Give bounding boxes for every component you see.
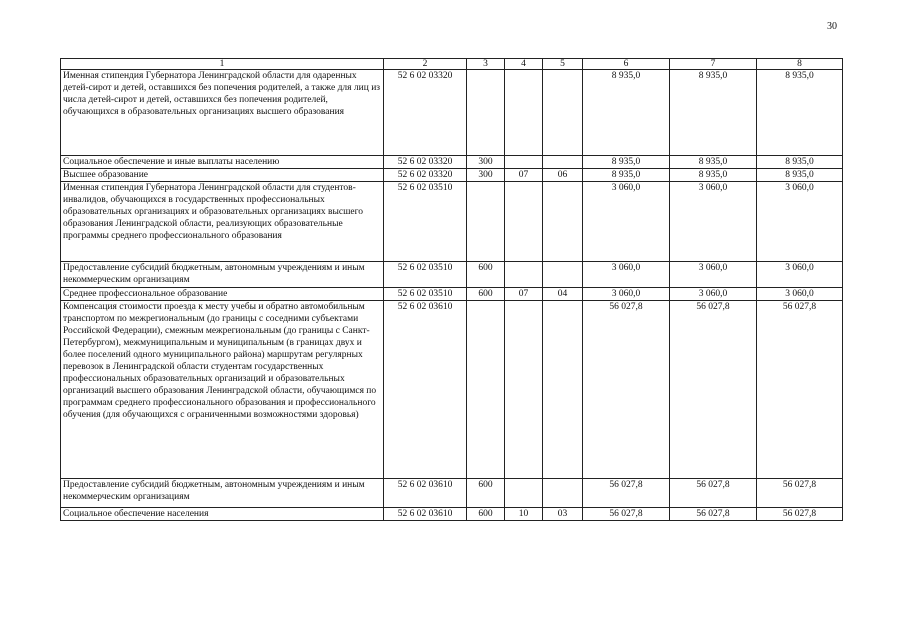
row-year-1: 3 060,0 [583, 262, 670, 288]
row-year-3: 56 027,8 [757, 479, 843, 508]
table-row [61, 508, 843, 521]
row-pr: 06 [543, 169, 583, 182]
row-year-1: 8 935,0 [583, 70, 670, 156]
header-col-5: 5 [543, 59, 583, 70]
row-year-3: 3 060,0 [757, 288, 843, 301]
row-vr: 600 [467, 479, 505, 508]
row-year-2: 3 060,0 [670, 262, 757, 288]
row-rz [505, 301, 543, 479]
row-year-2: 8 935,0 [670, 169, 757, 182]
row-year-3: 56 027,8 [757, 301, 843, 479]
row-pr: 04 [543, 288, 583, 301]
row-name: Социальное обеспечение населения [61, 508, 384, 521]
row-year-3: 3 060,0 [757, 262, 843, 288]
header-col-6: 6 [583, 59, 670, 70]
row-code: 52 6 02 03510 [384, 262, 467, 288]
row-name: Социальное обеспечение и иные выплаты населению [61, 156, 384, 169]
row-vr [467, 301, 505, 479]
table-row [61, 169, 843, 182]
row-rz: 07 [505, 169, 543, 182]
header-col-1: 1 [61, 59, 384, 70]
row-code: 52 6 02 03610 [384, 301, 467, 479]
row-year-2: 56 027,8 [670, 508, 757, 521]
row-year-3: 8 935,0 [757, 156, 843, 169]
row-year-2: 8 935,0 [670, 156, 757, 169]
header-col-7: 7 [670, 59, 757, 70]
row-year-3: 8 935,0 [757, 70, 843, 156]
row-rz [505, 182, 543, 262]
row-vr: 600 [467, 262, 505, 288]
row-year-2: 3 060,0 [670, 182, 757, 262]
header-col-4: 4 [505, 59, 543, 70]
row-year-3: 3 060,0 [757, 182, 843, 262]
table-row [61, 70, 843, 156]
table-row [61, 479, 843, 508]
table-row [61, 156, 843, 169]
row-year-2: 3 060,0 [670, 288, 757, 301]
row-pr [543, 301, 583, 479]
header-col-2: 2 [384, 59, 467, 70]
row-pr: 03 [543, 508, 583, 521]
row-rz [505, 479, 543, 508]
row-year-2: 8 935,0 [670, 70, 757, 156]
table-row [61, 301, 843, 479]
row-year-2: 56 027,8 [670, 301, 757, 479]
row-pr [543, 262, 583, 288]
row-pr [543, 479, 583, 508]
row-name: Высшее образование [61, 169, 384, 182]
row-year-1: 56 027,8 [583, 508, 670, 521]
page-number: 30 [827, 21, 837, 32]
header-col-8: 8 [757, 59, 843, 70]
row-pr [543, 70, 583, 156]
table-row [61, 182, 843, 262]
row-vr: 600 [467, 508, 505, 521]
row-rz [505, 70, 543, 156]
row-vr [467, 182, 505, 262]
row-rz: 10 [505, 508, 543, 521]
row-vr: 300 [467, 169, 505, 182]
row-name: Среднее профессиональное образование [61, 288, 384, 301]
row-rz: 07 [505, 288, 543, 301]
row-year-2: 56 027,8 [670, 479, 757, 508]
row-name: Предоставление субсидий бюджетным, автономным учреждениям и иным некоммерческим организациям [61, 479, 384, 508]
row-code: 52 6 02 03610 [384, 508, 467, 521]
row-year-1: 3 060,0 [583, 182, 670, 262]
row-name: Предоставление субсидий бюджетным, автономным учреждениям и иным некоммерческим организациям [61, 262, 384, 288]
row-year-1: 3 060,0 [583, 288, 670, 301]
row-year-1: 56 027,8 [583, 479, 670, 508]
row-vr [467, 70, 505, 156]
row-year-1: 8 935,0 [583, 156, 670, 169]
row-name: Компенсация стоимости проезда к месту учебы и обратно автомобильным транспортом по межрегиональным (до границы с соседними субъектами Российской Федерации), смежным межрегиональным (до границы с Санкт-Петербургом), межмуниципальным и муниципальным (в границах двух и более поселений одного муниципального района) маршрутам регулярных перевозок в Ленинградской области студентам государственных профессиональных образовательных организаций и образовательных организаций высшего образования Ленинградской области, обучающимся по программам среднего профессионального образования и профессионального обучения (для обучающихся с ограниченными возможностями здоровья) [61, 301, 384, 479]
row-code: 52 6 02 03510 [384, 288, 467, 301]
row-year-3: 56 027,8 [757, 508, 843, 521]
header-row [61, 59, 843, 70]
row-code: 52 6 02 03320 [384, 169, 467, 182]
row-code: 52 6 02 03320 [384, 156, 467, 169]
row-year-3: 8 935,0 [757, 169, 843, 182]
table-row [61, 288, 843, 301]
row-vr: 600 [467, 288, 505, 301]
row-vr: 300 [467, 156, 505, 169]
row-pr [543, 182, 583, 262]
row-pr [543, 156, 583, 169]
row-year-1: 56 027,8 [583, 301, 670, 479]
row-year-1: 8 935,0 [583, 169, 670, 182]
row-name: Именная стипендия Губернатора Ленинградской области для одаренных детей-сирот и детей, оставшихся без попечения родителей, а также для лиц из числа детей-сирот и детей, оставшихся без попечения родителей, обучающихся в образовательных организациях высшего образования [61, 70, 384, 156]
header-col-3: 3 [467, 59, 505, 70]
row-rz [505, 262, 543, 288]
row-code: 52 6 02 03610 [384, 479, 467, 508]
row-code: 52 6 02 03510 [384, 182, 467, 262]
row-name: Именная стипендия Губернатора Ленинградской области для студентов-инвалидов, обучающихся в государственных профессиональных образовательных организациях и образовательных организациях высшего образования Ленинградской области, реализующих образовательные программы среднего профессионального образования [61, 182, 384, 262]
row-code: 52 6 02 03320 [384, 70, 467, 156]
row-rz [505, 156, 543, 169]
budget-table [60, 58, 843, 521]
table-row [61, 262, 843, 288]
